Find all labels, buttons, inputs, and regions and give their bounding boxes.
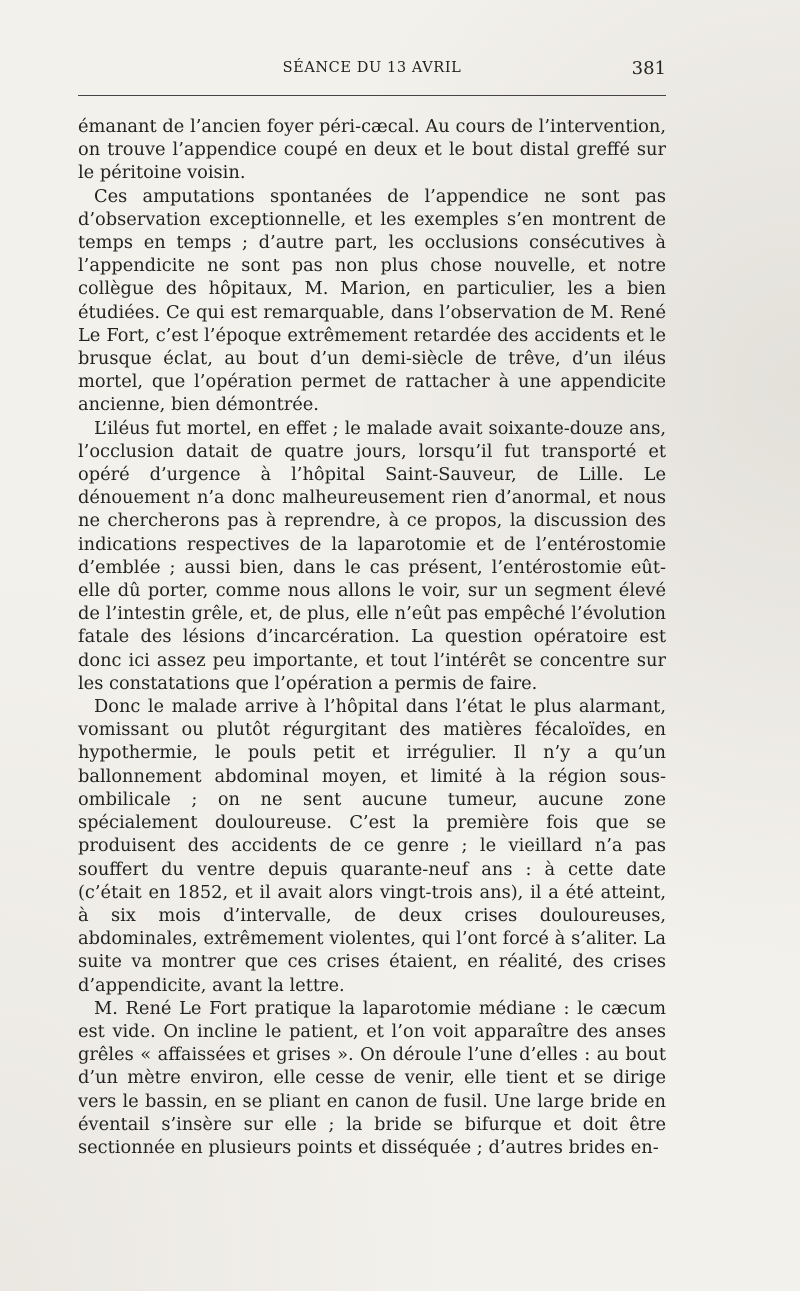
running-head — [78, 58, 666, 84]
paragraph: Donc le malade arrive à l’hôpital dans l’état le plus alarmant, vomissant ou plutôt régurgitant des matières fécaloïdes, en hypothermie, le pouls petit et irrégulier. Il n’y a qu’un ballonnement abdominal moyen, et limité à la région sous-ombilicale ; on ne sent aucune tumeur, aucune zone spécialement douloureuse. C’est la première fois que se produisent des accidents de ce genre ; le vieillard n’a pas souffert du ventre depuis quarante-neuf ans : à cette date (c’était en 1852, et il avait alors vingt-trois ans), il a été atteint, à six mois d’intervalle, de deux crises douloureuses, abdominales, extrêmement violentes, qui l’ont forcé à s’aliter. La suite va montrer que ces crises étaient, en réalité, des crises d’appendicite, avant la lettre. — [78, 696, 666, 996]
running-title: SÉANCE DU 13 AVRIL — [282, 60, 462, 76]
paragraph: M. René Le Fort pratique la laparotomie médiane : le cæcum est vide. On incline le patient, et l’on voit apparaître des anses grêles « affaissées et grises ». On déroule l’une d’elles : au bout d’un mètre environ, elle cesse de venir, elle tient et se dirige vers le bassin, en se pliant en canon de fusil. Une large bride en éventail s’insère sur elle ; la bride se bifurque et doit être sectionnée en plusieurs points et disséquée ; d’autres brides en- — [78, 997, 666, 1158]
header-rule — [78, 95, 666, 96]
paragraph-continued: émanant de l’ancien foyer péri-cæcal. Au cours de l’intervention, on trouve l’appendice coupé en deux et le bout distal greffé sur le péritoine voisin. — [78, 116, 666, 184]
page-number: 381 — [631, 58, 666, 79]
paragraph: Ces amputations spontanées de l’appendice ne sont pas d’observation exceptionnelle, et les exemples s’en montrent de temps en temps ; d’autre part, les occlusions consécutives à l’appendicite ne sont pas non plus chose nouvelle, et notre collègue des hôpitaux, M. Marion, en particulier, les a bien étudiées. Ce qui est remarquable, dans l’observation de M. René Le Fort, c’est l’époque extrêmement retardée des accidents et le brusque éclat, au bout d’un demi-siècle de trêve, d’un iléus mortel, que l’opération permet de rattacher à une appendicite ancienne, bien démontrée. — [78, 185, 666, 416]
paragraph: L’iléus fut mortel, en effet ; le malade avait soixante-douze ans, l’occlusion datait de quatre jours, lorsqu’il fut transporté et opéré d’urgence à l’hôpital Saint-Sauveur, de Lille. Le dénouement n’a donc malheureusement rien d’anormal, et nous ne chercherons pas à reprendre, à ce propos, la discussion des indications respectives de la laparotomie et de l’entérostomie d’emblée ; aussi bien, dans le cas présent, l’entérostomie eût-elle dû porter, comme nous allons le voir, sur un segment élevé de l’intestin grêle, et, de plus, elle n’eût pas empêché l’évolution fatale des lésions d’incarcération. La question opératoire est donc ici assez peu importante, et tout l’intérêt se concentre sur les constatations que l’opération a permis de faire. — [78, 417, 666, 694]
body-text — [78, 115, 666, 1159]
